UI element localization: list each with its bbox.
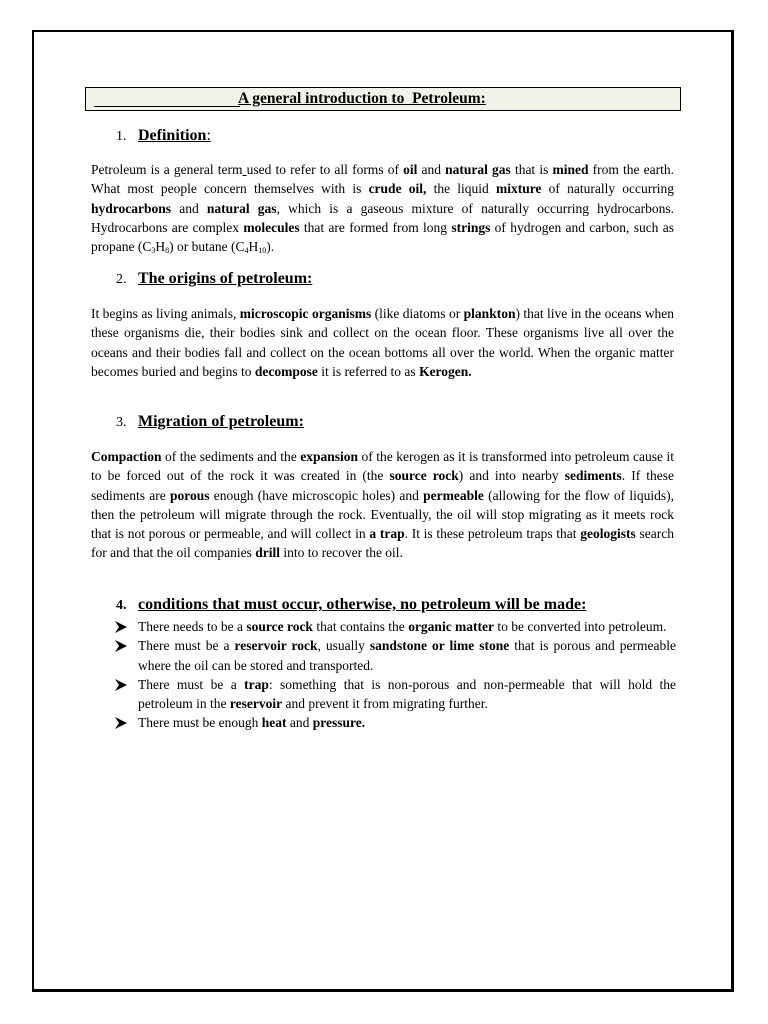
text-run: , which is a gaseous mixture of naturally occurring hydrocarbons. Hydrocarbons are complex [91,200,674,235]
bold-term: plankton [463,306,516,321]
subscript: 8 [165,246,170,256]
bold-term: reservoir [229,696,283,712]
section-number: 1. [116,129,127,144]
text-run: used to refer to all forms of [246,162,404,177]
section-title: The origins of petroleum: [138,270,313,287]
bold-term: sandstone or lime stone [369,638,510,654]
conditions-list [114,617,676,733]
bold-term: geologists [580,526,636,542]
origins-paragraph [91,304,674,381]
section-number: 2. [116,272,127,287]
bold-term: reservoir rock [234,638,318,654]
text-run: from the earth. What most people concern themselves with is [91,162,674,197]
text-run: There needs to be a [138,619,247,634]
section-title-colon: : [206,127,211,144]
text-run: H [248,239,259,255]
condition-item [114,713,676,732]
section-heading-conditions [116,596,586,614]
subscript: 10 [258,246,267,256]
section-heading-migration [116,413,304,431]
arrowhead-bullet-icon [114,679,127,691]
bold-term: strings [451,219,491,235]
text-run: It begins as living animals, [91,306,240,321]
text-run: enough (have microscopic holes) and [209,487,424,503]
text-run: that is porous and permeable where the oil can be stored and transported. [138,638,676,673]
arrowhead-bullet-icon [114,717,127,729]
text-run: ) and into nearby [458,468,565,484]
text-run: There must be enough [138,715,262,731]
text-run: it is referred to as [317,363,420,379]
arrowhead-bullet-icon [114,621,127,633]
section-title: Migration of petroleum: [138,413,304,430]
text-run: : something that is non-porous and non-permeable that will hold the petroleum in the [138,676,676,712]
text-run: (allowing for the flow of liquids), then the petroleum will migrate through the rock. Eventually, the oil will stop migrating as it meets rock that is not porous or permeable, and will collect in [91,487,674,542]
section-number: 4. [116,598,127,613]
text-run: to be converted into petroleum. [494,619,667,634]
bold-term: organic matter [408,619,495,634]
text-run: There must be a [138,638,235,654]
bold-term: Kerogen. [419,363,472,379]
text-run: There must be a [138,676,245,692]
title-underline-rule [94,106,240,107]
text-run: that contains the [312,619,409,634]
bold-term: mined [552,162,589,177]
bold-term: expansion [300,449,359,464]
bold-term: heat [261,715,287,731]
bold-term: Compaction [91,449,162,464]
bold-term: microscopic organisms [239,306,372,321]
section-title: conditions that must occur, otherwise, no petroleum will be made: [138,596,587,613]
migration-paragraph [91,447,674,563]
text-run: ) or butane (C [169,239,245,255]
section-heading-origins [116,270,312,288]
bold-term: drill [255,545,280,561]
text-run: of hydrogen and carbon, such as propane (C [91,219,674,255]
bold-term: pressure. [312,715,366,731]
text-run: search for and that the oil companies [91,526,674,561]
section-title-text: Definition [138,127,207,144]
text-run: . It is these petroleum traps that [404,526,581,542]
condition-item [114,675,676,714]
text-run: (like diatoms or [371,306,464,321]
text-run: the liquid [426,181,496,197]
text-run: . If these sediments are [91,468,675,503]
bold-term: natural gas [206,200,277,216]
text-run: H [155,239,166,255]
text-run: ). [266,239,275,255]
text-run: of naturally occurring [541,181,675,197]
text-run: Petroleum is a general term [91,162,243,177]
bold-term: trap [244,676,269,692]
section-heading-definition [116,127,211,145]
bold-term: decompose [254,363,318,379]
condition-item [114,617,676,636]
bold-term: sediments [564,468,622,484]
subscript: 3 [151,246,156,256]
bold-term: source rock [246,619,313,634]
bold-term: source rock [389,468,459,484]
text-run: ) that live in the oceans when these organisms die, their bodies sink and collect on the ocean floor. These organisms live all over the oceans and their bodies fall and collect on the ocean bottoms all over the world. When the organic matter becomes buried and begins to [91,306,674,379]
arrowhead-bullet-icon [114,640,127,652]
text-run: and [171,200,207,216]
bold-term: natural gas [445,162,511,177]
bold-term: crude oil, [368,181,427,197]
page-title: A general introduction to Petroleum: [238,90,486,107]
section-title [138,127,211,144]
text-run: into to recover the oil. [279,545,403,561]
bold-term: molecules [243,219,300,235]
text-run: that is [510,162,553,177]
text-run: , usually [317,638,370,654]
text-run: and [286,715,313,731]
text-run: of the kerogen as it is transformed into petroleum cause it to be forced out of the rock it was created in (the [91,449,674,484]
section-number: 3. [116,415,127,430]
text-run: of the sediments and the [161,449,301,464]
subscript: 4 [244,246,249,256]
bold-term: a trap [369,526,405,542]
text-run: and prevent it from migrating further. [282,696,488,712]
title-box [85,87,681,111]
bold-term: hydrocarbons [91,200,172,216]
definition-paragraph [91,160,674,256]
bold-term: oil [403,162,418,177]
bold-term: mixture [495,181,542,197]
bold-term: permeable [423,487,484,503]
text-run: that are formed from long [299,219,452,235]
condition-item [114,636,676,675]
text-run: and [417,162,446,177]
bold-term: porous [169,487,210,503]
